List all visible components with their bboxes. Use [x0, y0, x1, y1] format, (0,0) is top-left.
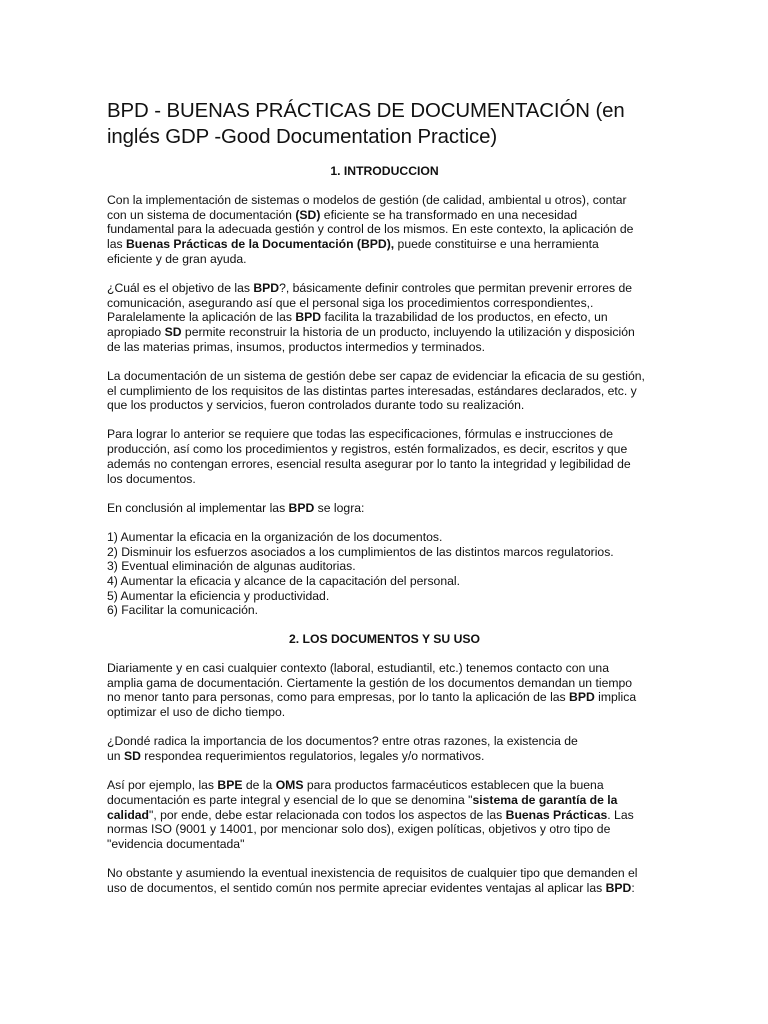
- text-run: ¿Dondé radica la importancia de los documentos? entre otras razones, la existencia de: [107, 734, 578, 749]
- list-item: 1) Aumentar la eficacia en la organización de los documentos.: [107, 529, 443, 544]
- text-run: facilita la trazabilidad de los productos, en efecto, un: [321, 310, 608, 325]
- text-run: . Las: [607, 807, 634, 822]
- text-run: No obstante y asumiendo la eventual inexistencia de requisitos de cualquier tipo que demanden el: [107, 866, 638, 881]
- text-line: [107, 457, 662, 472]
- paragraph: [107, 661, 662, 720]
- bold-text: (SD): [295, 207, 321, 222]
- text-line: [107, 310, 662, 325]
- text-run: normas ISO (9001 y 14001, por mencionar solo dos), exigen políticas, objetivos y otro tipo de: [107, 822, 611, 837]
- text-line: [107, 705, 662, 720]
- text-run: En conclusión al implementar las: [107, 500, 289, 515]
- text-run: Diariamente y en casi cualquier contexto (laboral, estudiantil, etc.) tenemos contacto con una: [107, 661, 609, 676]
- text-run: Así por ejemplo, las: [107, 778, 218, 793]
- text-run: ?, básicamente definir controles que permitan prevenir errores de: [279, 280, 633, 295]
- text-run: las: [107, 237, 126, 252]
- section-heading-introduccion: 1. INTRODUCCION: [330, 164, 439, 178]
- text-line: [107, 734, 662, 749]
- paragraph: [107, 427, 662, 486]
- bold-text: Buenas Prácticas de la Documentación (BPD),: [125, 237, 395, 252]
- text-run: el cumplimiento de los requisitos de las distintas partes interesadas, estándares declarados, etc. y: [107, 383, 637, 398]
- paragraph: [107, 193, 662, 266]
- text-run: amplia gama de documentación. Ciertamente la gestión de los documentos demandan un tiempo: [107, 675, 633, 690]
- text-line: [107, 237, 662, 252]
- list-item: 5) Aumentar la eficiencia y productividad.: [107, 588, 330, 603]
- text-line: [107, 398, 662, 413]
- text-line: [107, 661, 662, 676]
- text-line: [107, 808, 662, 823]
- text-run: que los productos y servicios, fueron controlados durante todo su realización.: [107, 398, 525, 413]
- list-item: 3) Eventual eliminación de algunas auditorias.: [107, 559, 356, 574]
- text-line: [107, 676, 662, 691]
- text-run: respondea requerimientos regulatorios, legales y/o normativos.: [140, 749, 485, 764]
- text-run: puede constituirse e una herramienta: [394, 237, 599, 252]
- text-line: [107, 281, 662, 296]
- text-run: además no contengan errores, esencial resulta asegurar por lo tanto la integridad y legibilidad de: [107, 456, 631, 471]
- list-item: 4) Aumentar la eficacia y alcance de la capacitación del personal.: [107, 573, 460, 588]
- title-line: inglés GDP -Good Documentation Practice): [107, 126, 498, 148]
- text-run: para productos farmacéuticos establecen que la buena: [303, 778, 604, 793]
- text-run: un: [107, 749, 124, 764]
- bold-text: BPD: [253, 280, 280, 295]
- text-line: [107, 222, 662, 237]
- bold-text: OMS: [275, 778, 304, 793]
- text-line: [107, 442, 662, 457]
- text-run: ¿Cuál es el objetivo de las: [107, 280, 254, 295]
- text-line: [107, 778, 662, 793]
- bold-text: BPD: [295, 310, 322, 325]
- title-line: BPD - BUENAS PRÁCTICAS DE DOCUMENTACIÓN (en: [107, 100, 625, 122]
- text-run: Para lograr lo anterior se requiere que todas las especificaciones, fórmulas e instrucciones de: [107, 427, 614, 442]
- text-line: [107, 690, 662, 705]
- bold-text: BPD: [605, 880, 632, 895]
- text-line: [107, 369, 662, 384]
- text-line: [107, 749, 662, 764]
- list-item: 2) Disminuir los esfuerzos asociados a los cumplimientos de las distintos marcos regulatorios.: [107, 544, 614, 559]
- paragraph: [107, 281, 662, 354]
- text-line: [107, 325, 662, 340]
- text-line: [107, 501, 662, 516]
- text-run: uso de documentos, el sentido común nos permite apreciar evidentes ventajas al aplicar las: [107, 880, 606, 895]
- text-line: [107, 881, 662, 896]
- bold-text: SD: [164, 325, 182, 339]
- benefits-list: [107, 530, 662, 618]
- text-line: [107, 384, 662, 399]
- document-page: [107, 98, 662, 896]
- list-item: 6) Facilitar la comunicación.: [107, 603, 259, 618]
- text-run: Con la implementación de sistemas o modelos de gestión (de calidad, ambiental u otros), contar: [107, 193, 627, 207]
- text-run: apropiado: [107, 325, 165, 339]
- text-line: [107, 193, 662, 208]
- text-run: Paralelamente la aplicación de las: [107, 310, 296, 325]
- text-line: [107, 793, 662, 808]
- text-run: "evidencia documentada": [107, 836, 245, 851]
- text-run: eficiente y de gran ayuda.: [107, 251, 247, 266]
- text-run: no menor tanto para personas, como para empresas, por lo tanto la aplicación de las: [107, 690, 570, 705]
- text-line: [107, 837, 662, 852]
- text-run: ", por ende, debe estar relacionada con todos los aspectos de las: [149, 807, 506, 822]
- section-heading-documentos: 2. LOS DOCUMENTOS Y SU USO: [289, 632, 480, 647]
- bold-text: Buenas Prácticas: [505, 807, 608, 822]
- text-run: de las materias primas, insumos, productos intermedios y terminados.: [107, 339, 485, 354]
- text-run: fundamental para la adecuada gestión y control de los mismos. En este contexto, la aplicación de: [107, 222, 634, 237]
- bold-text: BPD: [569, 690, 595, 705]
- text-line: [107, 252, 662, 267]
- text-line: [107, 296, 662, 311]
- bold-text: sistema de garantía de la: [472, 792, 618, 807]
- text-run: :: [631, 880, 635, 895]
- text-run: optimizar el uso de dicho tiempo.: [107, 705, 286, 720]
- text-line: [107, 822, 662, 837]
- text-run: implica: [594, 690, 637, 705]
- text-run: producción, así como los procedimientos y registros, estén formalizados, es decir, escritos y que: [107, 442, 628, 457]
- bold-text: SD: [123, 749, 141, 764]
- bold-text: BPE: [217, 778, 243, 793]
- text-line: [107, 427, 662, 442]
- bold-text: calidad: [107, 807, 149, 822]
- paragraph: [107, 369, 662, 413]
- text-run: eficiente se ha transformado en una necesidad: [320, 207, 578, 222]
- paragraph: [107, 501, 662, 516]
- bold-text: BPD: [288, 500, 315, 515]
- text-line: [107, 472, 662, 487]
- text-run: permite reconstruir la historia de un producto, incluyendo la utilización y disposición: [181, 325, 635, 339]
- paragraph: [107, 734, 662, 763]
- text-run: los documentos.: [107, 471, 196, 486]
- document-title: [107, 98, 662, 150]
- text-run: de la: [242, 778, 276, 793]
- paragraph: [107, 778, 662, 851]
- text-run: documentación es parte integral y esencial de lo que se denomina ": [107, 792, 473, 807]
- text-run: con un sistema de documentación: [107, 207, 296, 222]
- text-line: [107, 208, 662, 223]
- text-line: [107, 866, 662, 881]
- text-run: La documentación de un sistema de gestión debe ser capaz de evidenciar la eficacia de su gestión,: [107, 368, 645, 383]
- text-run: comunicación, asegurando así que el personal siga los procedimientos correspondientes,.: [107, 295, 594, 310]
- text-run: se logra:: [314, 500, 365, 515]
- paragraph: [107, 866, 662, 895]
- text-line: [107, 340, 662, 355]
